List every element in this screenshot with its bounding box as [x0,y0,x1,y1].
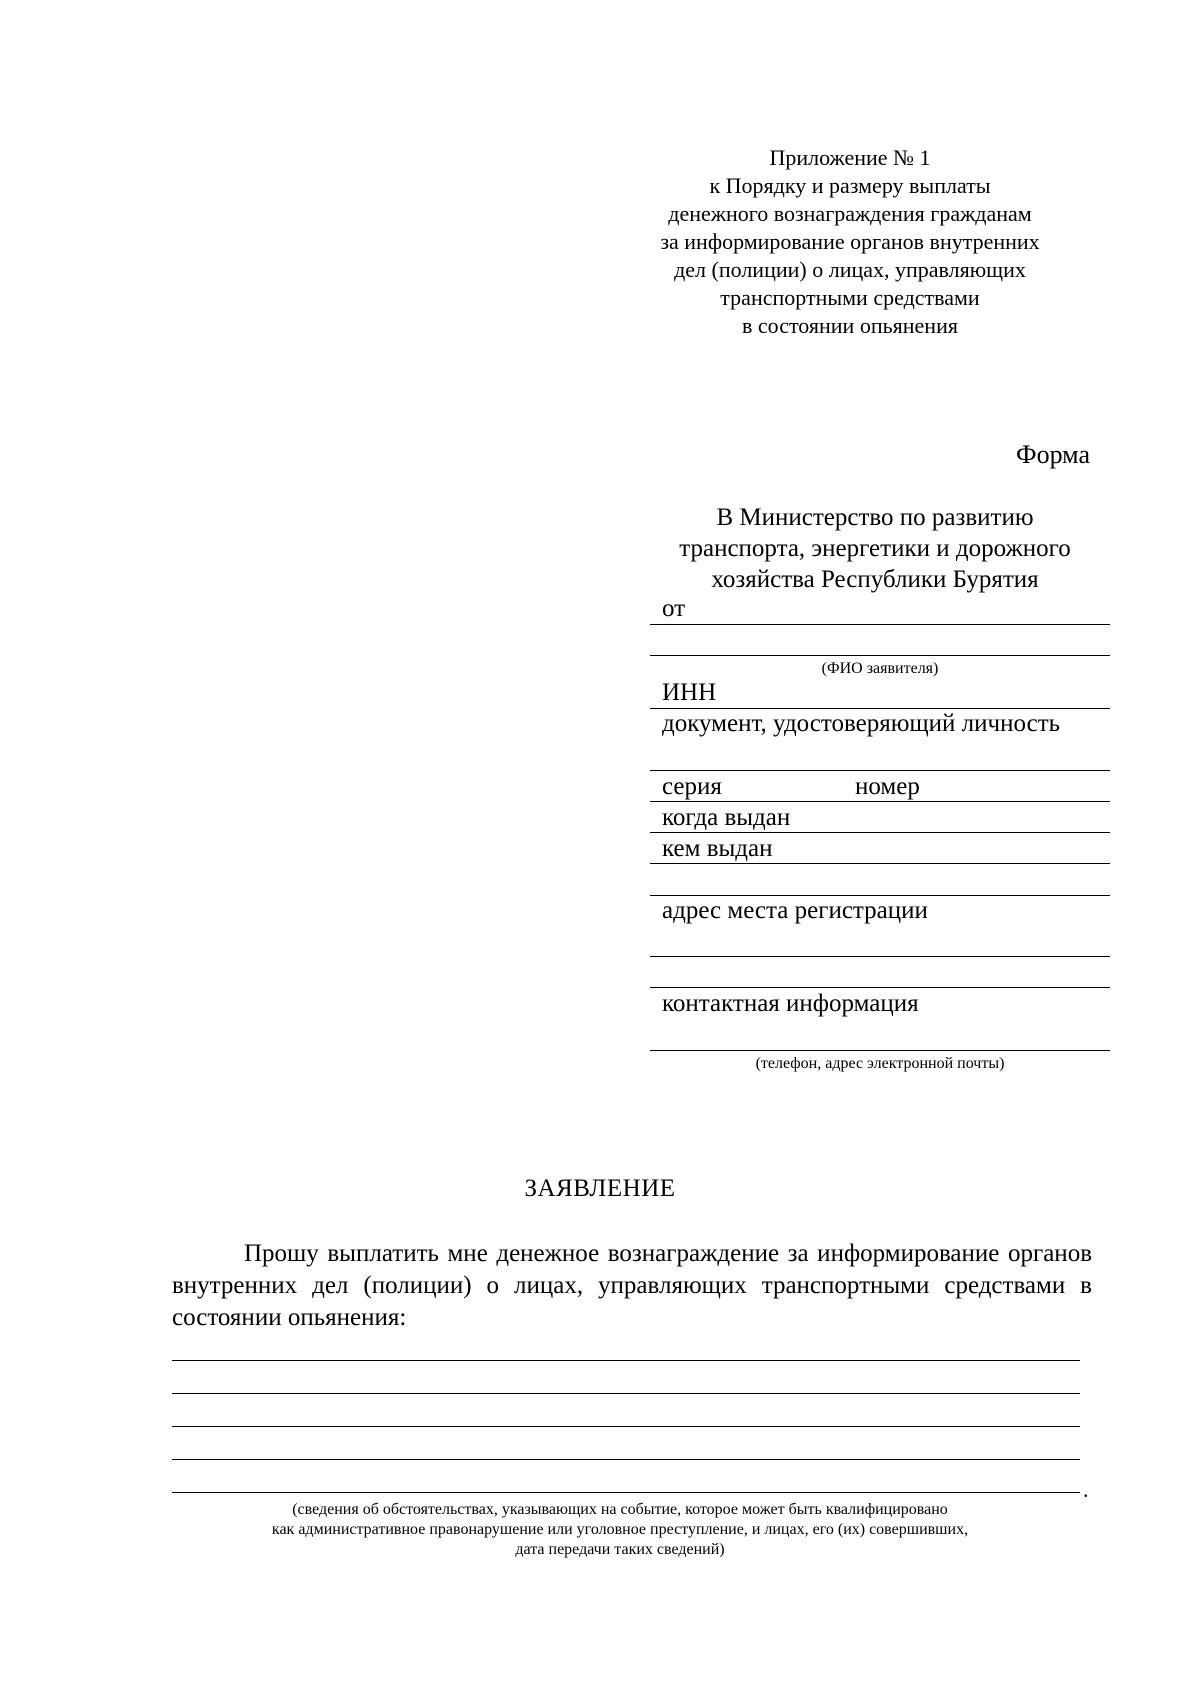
annex-line: денежного вознаграждения гражданам [668,201,1032,226]
annex-line: за информирование органов внутренних [660,229,1040,254]
inn-label: ИНН [662,679,717,706]
number-label: номер [855,773,920,800]
statement-line[interactable] [172,1426,1080,1427]
annex-line: в состоянии опьянения [742,313,958,338]
statement-line[interactable] [172,1492,1080,1493]
issued-date-label: когда выдан [662,804,791,831]
inn-line[interactable] [650,708,1110,709]
annex-line: дел (полиции) о лицах, управляющих [674,257,1026,282]
note-line: дата передачи таких сведений) [515,1541,725,1558]
registration-address-line-2[interactable] [650,987,1110,988]
annex-line: Приложение № 1 [769,145,931,170]
annex-line: к Порядку и размеру выплаты [709,173,991,198]
contact-info-label: контактная информация [662,990,919,1017]
issued-by-line-2[interactable] [650,895,1110,896]
statement-line[interactable] [172,1459,1080,1460]
annex-header [630,144,1070,340]
registration-address-line[interactable] [650,956,1110,957]
statement-line[interactable] [172,1393,1080,1394]
registration-address-label: адрес места регистрации [662,897,928,924]
contact-info-line[interactable] [650,1050,1110,1051]
statement-note [180,1500,1060,1560]
from-line[interactable] [650,624,1110,625]
annex-line: транспортными средствами [720,285,980,310]
contact-hint: (телефон, адрес электронной почты) [755,1055,1005,1072]
issued-date-line[interactable] [650,832,1110,833]
statement-body-text: Прошу выплатить мне денежное вознаграждение за информирование органов внутренних дел (полиции) о лицах, управляющих транспортными средствами в состоянии опьянения: [172,1240,1092,1331]
fio-hint: (ФИО заявителя) [821,660,939,677]
recipient-line: хозяйства Республики Бурятия [711,566,1039,593]
recipient-line: транспорта, энергетики и дорожного [679,535,1071,562]
note-line: как административное правонарушение или уголовное преступление, и лицах, его (их) совершивших, [271,1521,969,1538]
id-document-label: документ, удостоверяющий личность [662,710,1061,737]
series-number-line[interactable] [650,801,1110,802]
form-label: Форма [1016,440,1090,469]
fio-line[interactable] [650,655,1110,656]
statement-body [172,1238,1092,1334]
recipient-line: В Министерство по развитию [716,504,1034,531]
issued-by-line[interactable] [650,863,1110,864]
series-label: серия [662,773,722,800]
issued-by-label: кем выдан [662,835,773,862]
statement-title: ЗАЯВЛЕНИЕ [524,1175,676,1202]
recipient-block [640,502,1110,595]
from-label: от [662,595,686,622]
statement-line[interactable] [172,1360,1080,1361]
note-line: (сведения об обстоятельствах, указывающих на событие, которое может быть квалифицировано [292,1501,948,1518]
id-document-line[interactable] [650,770,1110,771]
statement-end-mark: . [1083,1477,1089,1502]
